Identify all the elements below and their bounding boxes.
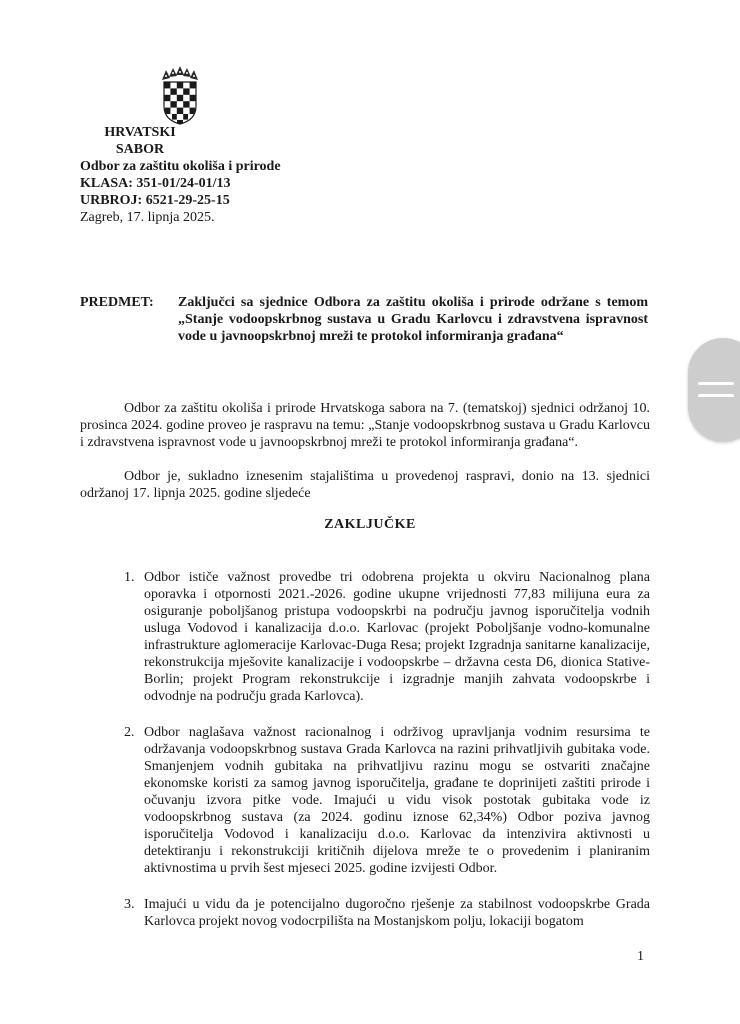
document-header: [80, 124, 281, 226]
subject-label: PREDMET:: [80, 295, 154, 310]
conclusion-item: [124, 724, 650, 877]
subject-text: Zaključci sa sjednice Odbora za zaštitu okoliša i prirode održane s temom „Stanje vodoopskrbnog sustava u Gradu Karlovcu i zdravstvena ispravnost vode u javnoopskrbnoj mreži te protokol informiranja građana“: [178, 295, 648, 344]
intro-paragraph: Odbor za zaštitu okoliša i prirode Hrvatskoga sabora na 7. (tematskoj) sjednici održanoj 10. prosinca 2024. godine proveo je raspravu na temu: „Stanje vodoopskrbnog sustava u Gradu Karlovcu i zdravstvena ispravnost vode u javnoopskrbnoj mreži te protokol informiranja građana“.: [80, 401, 650, 450]
conclusion-item: [124, 896, 650, 930]
institution-name: HRVATSKI SABOR: [104, 125, 176, 157]
item-text: Odbor naglašava važnost racionalnog i održivog upravljanja vodnim resursima te održavanja vodoopskrbnog sustava Grada Karlovca na razini prihvatljivih gubitaka vode. Smanjenjem vodnih gubitaka na prihvatljivu razinu mogu se ostvariti značajne ekonomske koristi za samog javnog isporučitelja, građane te doprinijeti zaštiti prirode i očuvanju izvora pitke vode. Imajući u vidu visok postotak gubitaka vode iz vodoopskrbnog sustava (za 2024. godinu iznose 62,34%) Odbor poziva javnog isporučitelja Vodovod i kanalizaciju d.o.o. Karlovac da intenzivira aktivnosti u detektiranju i rekonstrukciji kritičnih dijelova mreže te o provedenim i planiranim aktivnostima u prvih šest mjeseci 2025. godine izvijesti Odbor.: [144, 725, 650, 876]
committee-name: Odbor za zaštitu okoliša i prirode: [80, 159, 281, 174]
place-date: Zagreb, 17. lipnja 2025.: [80, 210, 215, 225]
decision-paragraph: Odbor je, sukladno iznesenim stajalištima u provedenoj raspravi, donio na 13. sjednici održanoj 17. lipnja 2025. godine sljedeće: [80, 469, 650, 501]
conclusions-heading: ZAKLJUČKE: [324, 517, 416, 532]
item-number: 3.: [124, 897, 135, 912]
item-number: 1.: [124, 570, 135, 585]
page-number: 1: [637, 949, 644, 964]
conclusion-item: [124, 569, 650, 705]
klasa-number: KLASA: 351-01/24-01/13: [80, 176, 231, 191]
item-number: 2.: [124, 725, 135, 740]
coat-of-arms-icon: [160, 66, 200, 126]
urbroj-number: URBROJ: 6521-29-25-15: [80, 193, 230, 208]
side-menu-handle[interactable]: [688, 338, 740, 442]
item-text: Imajući u vidu da je potencijalno dugoročno rješenje za stabilnost vodoopskrbe Grada Karlovca projekt novog vodocrpilišta na Mostanjskom polju, lokaciji bogatom: [144, 897, 650, 929]
item-text: Odbor ističe važnost provedbe tri odobrena projekta u okviru Nacionalnog plana oporavka i otpornosti 2021.-2026. godine ukupne vrijednosti 77,83 milijuna eura za osiguranje poboljšanog pristupa vodoopskrbi na području javnog isporučitelja vodnih usluga Vodovod i kanalizacija d.o.o. Karlovac (projekt Poboljšanje vodno-komunalne infrastrukture aglomeracije Karlovac-Duga Resa; projekt Izgradnja sanitarne kanalizacije, rekonstrukcija mješovite kanalizacije i vodoopskrbe – državna cesta D6, dionica Stative-Borlin; projekt Program rekonstrukcije i izgradnje manjih zahvata vodoopskrbe i odvodnje na području grada Karlovca).: [144, 570, 650, 704]
